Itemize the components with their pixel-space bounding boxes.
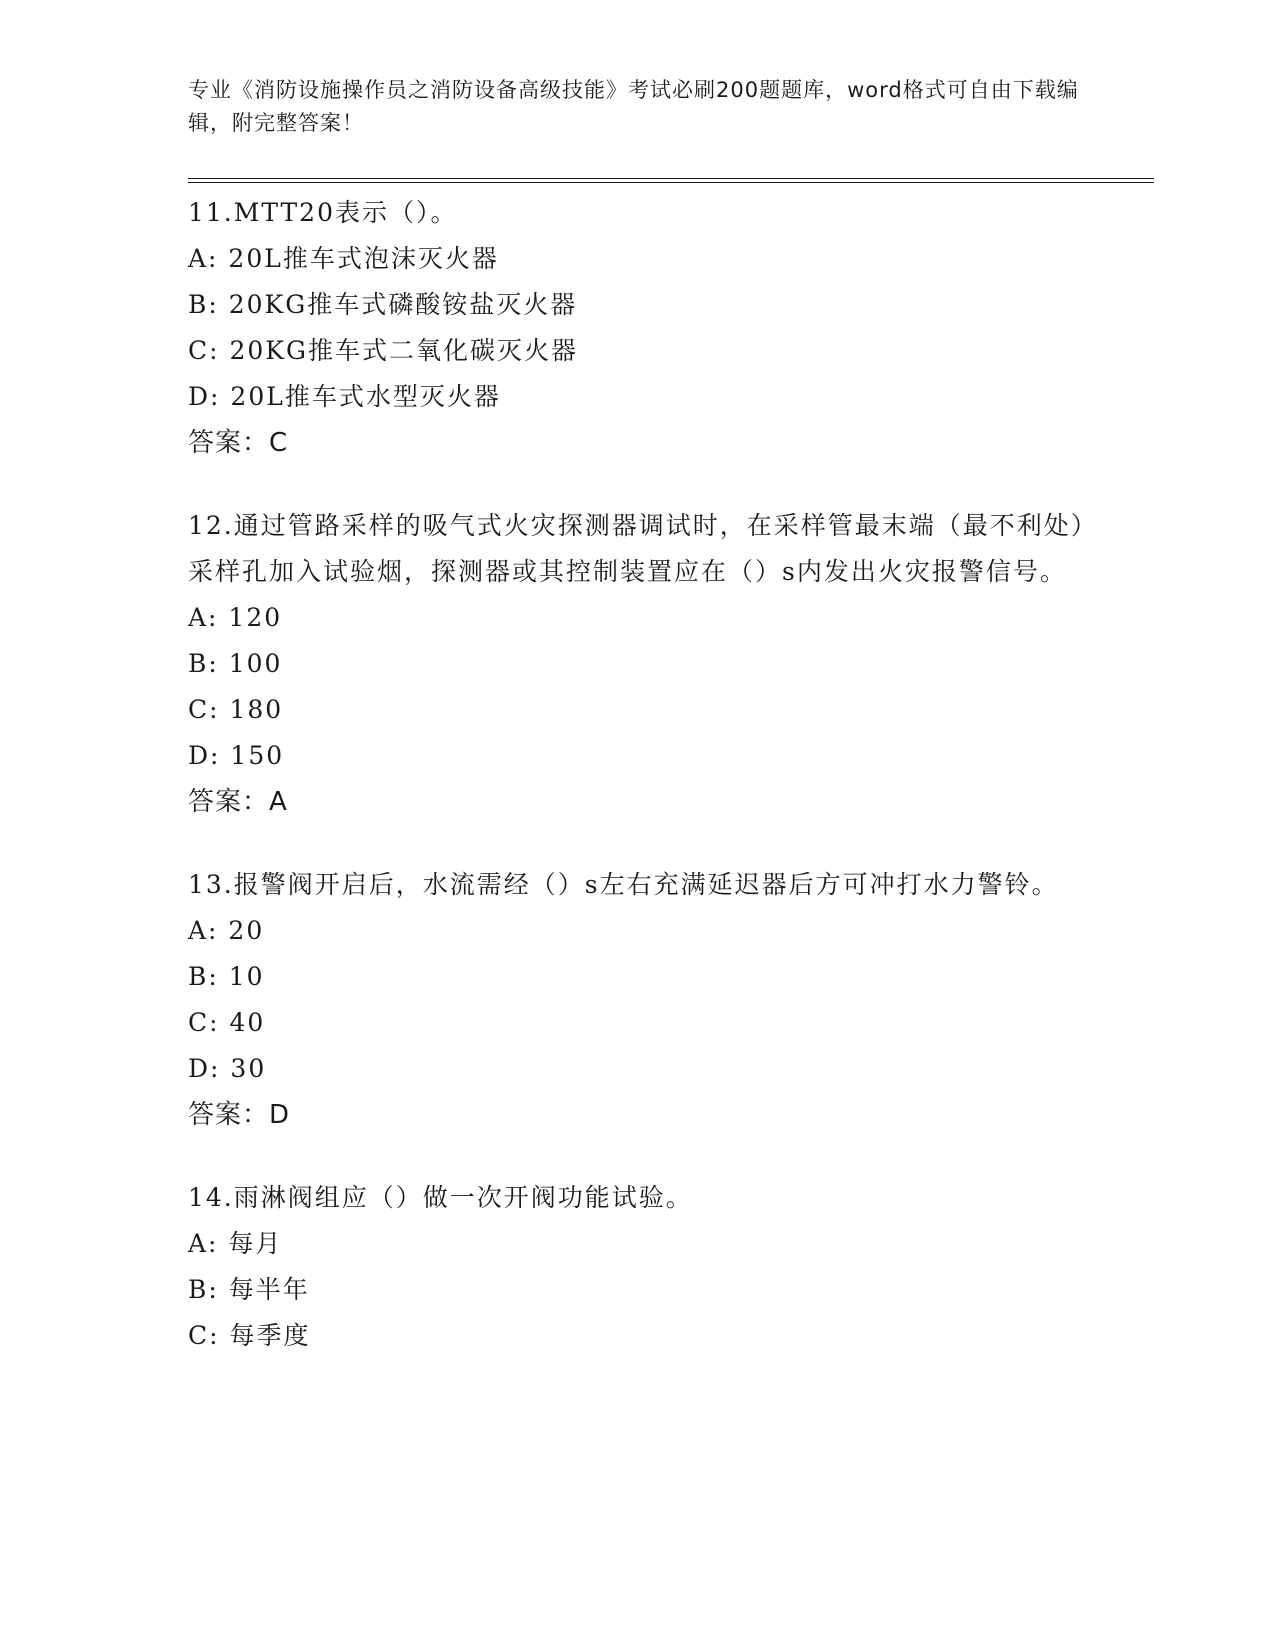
option-a: A: 每月 bbox=[188, 1229, 283, 1258]
option-d: D: 20L推车式水型灭火器 bbox=[188, 382, 501, 411]
option-a: A: 20 bbox=[188, 916, 265, 945]
question-text: 11.MTT20表示（）。 bbox=[188, 198, 458, 227]
answer: 答案：A bbox=[188, 787, 288, 817]
option-b: B: 100 bbox=[188, 649, 283, 678]
option-d: D: 150 bbox=[188, 741, 285, 770]
document-header: 专业《消防设施操作员之消防设备高级技能》考试必刷200题题库，word格式可自由下载编辑，附完整答案！ bbox=[188, 78, 1079, 135]
question-text: 12.通过管路采样的吸气式火灾探测器调试时，在采样管最末端（最不利处）采样孔加入试验烟，探测器或其控制装置应在（）s内发出火灾报警信号。 bbox=[188, 511, 1086, 586]
option-c: C: 40 bbox=[188, 1008, 266, 1037]
question-text: 13.报警阀开启后，水流需经（）s左右充满延迟器后方可冲打水力警铃。 bbox=[188, 870, 1059, 899]
option-c: C: 20KG推车式二氧化碳灭火器 bbox=[188, 336, 578, 365]
option-a: A: 120 bbox=[188, 603, 283, 632]
answer: 答案：C bbox=[188, 428, 289, 458]
option-b: B: 每半年 bbox=[188, 1275, 310, 1304]
option-b: B: 20KG推车式磷酸铵盐灭火器 bbox=[188, 290, 578, 319]
option-d: D: 30 bbox=[188, 1054, 267, 1083]
header-divider-top bbox=[188, 178, 1154, 179]
question-14 bbox=[188, 1175, 1088, 1359]
answer: 答案：D bbox=[188, 1100, 291, 1130]
question-text: 14.雨淋阀组应（）做一次开阀功能试验。 bbox=[188, 1183, 693, 1212]
question-list bbox=[188, 190, 1088, 1396]
question-11 bbox=[188, 190, 1088, 466]
question-13 bbox=[188, 862, 1088, 1138]
header-divider-bottom bbox=[188, 182, 1154, 183]
question-12 bbox=[188, 503, 1088, 825]
option-c: C: 180 bbox=[188, 695, 284, 724]
option-b: B: 10 bbox=[188, 962, 265, 991]
option-c: C: 每季度 bbox=[188, 1321, 311, 1350]
option-a: A: 20L推车式泡沫灭火器 bbox=[188, 244, 499, 273]
